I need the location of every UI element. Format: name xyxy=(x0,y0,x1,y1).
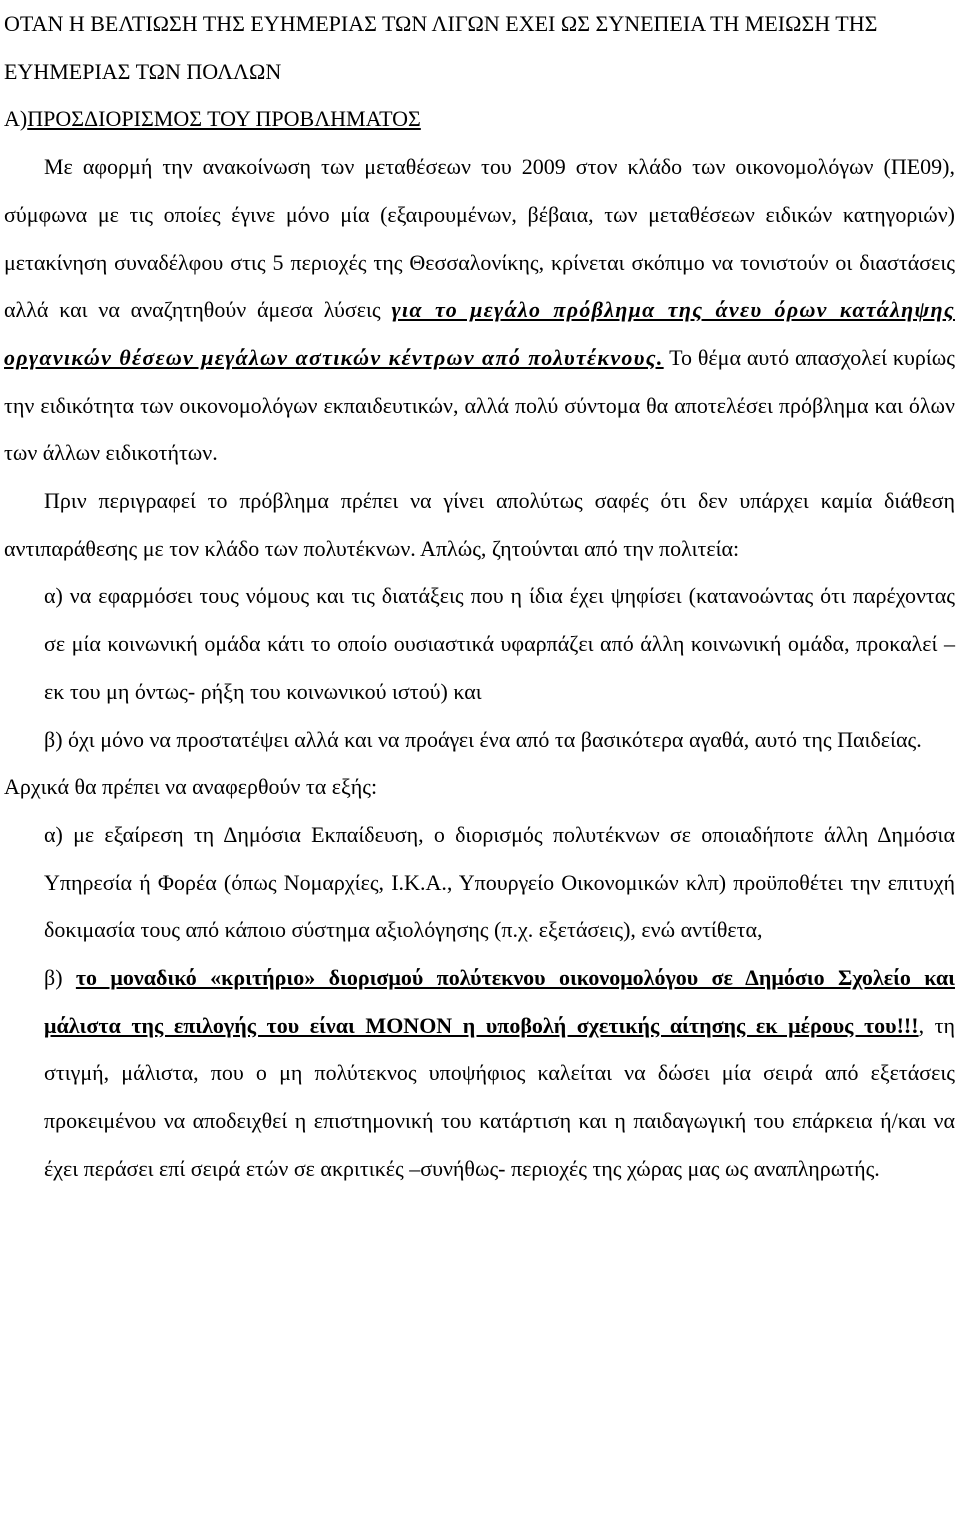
list-item-a: α) να εφαρμόσει τους νόμους και τις διατάξεις που η ίδια έχει ψηφίσει (κατανοώντας ότι παρέχοντας σε μία κοινωνική ομάδα κάτι το οποίο ουσιαστικά υφαρπάζει από άλλη κοινωνική ομάδα, προκαλεί –εκ του μη όντως- ρήξη του κοινωνικού ιστού) και xyxy=(44,583,955,704)
paragraph-1-emphasis: για το μεγάλο πρόβλημα της άνευ όρων κατάληψης οργανικών θέσεων μεγάλων αστικών κέντρων από πολυτέκνους. xyxy=(4,297,955,370)
section-label: Α) xyxy=(4,106,28,132)
list2-item-b-emphasis: το μοναδικό «κριτήριο» διορισμού πολύτεκνου οικονομολόγου σε Δημόσιο Σχολείο και μάλιστα της επιλογής του είναι ΜΟΝΟΝ η υποβολή σχετικής αίτησης εκ μέρους του!!! xyxy=(44,965,955,1038)
document-title: ΟΤΑΝ Η ΒΕΛΤΙΩΣΗ ΤΗΣ ΕΥΗΜΕΡΙΑΣ ΤΩΝ ΛΙΓΩΝ ΕΧΕΙ ΩΣ ΣΥΝΕΠΕΙΑ ΤΗ ΜΕΙΩΣΗ ΤΗΣ ΕΥΗΜΕΡΙΑΣ ΤΩΝ ΠΟΛΛΩΝ xyxy=(4,11,878,84)
list2-item-a: α) με εξαίρεση τη Δημόσια Εκπαίδευση, ο διορισμός πολυτέκνων σε οποιαδήποτε άλλη Δημόσια Υπηρεσία ή Φορέα (όπως Νομαρχίες, Ι.Κ.Α., Υπουργείο Οικονομικών κλπ) προϋποθέτει την επιτυχή δοκιμασία τους από κάποιο σύστημα αξιολόγησης (π.χ. εξετάσεις), ενώ αντίθετα, xyxy=(44,821,955,943)
paragraph-1-text-a: Με αφορμή την ανακοίνωση των μεταθέσεων του 2009 στον κλάδο των οικονομολόγων (ΠΕ09), σύμφωνα με τις οποίες έγινε μόνο μία (εξαιρουμένων, βέβαια, των μεταθέσεων ειδικών κατηγοριών) μετακίνηση συναδέλφου στις 5 περιοχές της Θεσσαλονίκης, κρίνεται σκόπιμο να τονιστούν οι διαστάσεις αλλά και να αναζητηθούν άμεσα λύσεις xyxy=(4,154,955,323)
paragraph-2: Πριν περιγραφεί το πρόβλημα πρέπει να γίνει απολύτως σαφές ότι δεν υπάρχει καμία διάθεση αντιπαράθεσης με τον κλάδο των πολυτέκνων. Απλώς, ζητούνται από την πολιτεία: xyxy=(4,488,955,561)
intro-paragraph: Αρχικά θα πρέπει να αναφερθούν τα εξής: xyxy=(4,774,378,800)
paragraph-1-text-b: Το θέμα αυτό απασχολεί κυρίως την ειδικότητα των οικονομολόγων εκπαιδευτικών, αλλά πολύ σύντομα θα αποτελέσει πρόβλημα και όλων των άλλων ειδικοτήτων. xyxy=(4,344,955,466)
list-item-b: β) όχι μόνο να προστατέψει αλλά και να προάγει ένα από τα βασικότερα αγαθά, αυτό της Παιδείας. xyxy=(44,726,922,752)
list2-item-b xyxy=(4,954,955,1193)
section-heading xyxy=(4,95,955,143)
section-title: ΠΡΟΣΔΙΟΡΙΣΜΟΣ ΤΟΥ ΠΡΟΒΛΗΜΑΤΟΣ xyxy=(27,106,421,132)
paragraph-1 xyxy=(4,143,955,477)
list2-item-b-text: , τη στιγμή, μάλιστα, που ο μη πολύτεκνος υποψήφιος καλείται να δώσει μία σειρά από εξετάσεις προκειμένου να αποδειχθεί η επιστημονική του κατάρτιση και η παιδαγωγική του επάρκεια ή/και να έχει περάσει επί σειρά ετών σε ακριτικές –συνήθως- περιοχές της χώρας μας ως αναπληρωτής. xyxy=(44,1012,955,1181)
list2-item-b-label: β) xyxy=(44,965,76,991)
